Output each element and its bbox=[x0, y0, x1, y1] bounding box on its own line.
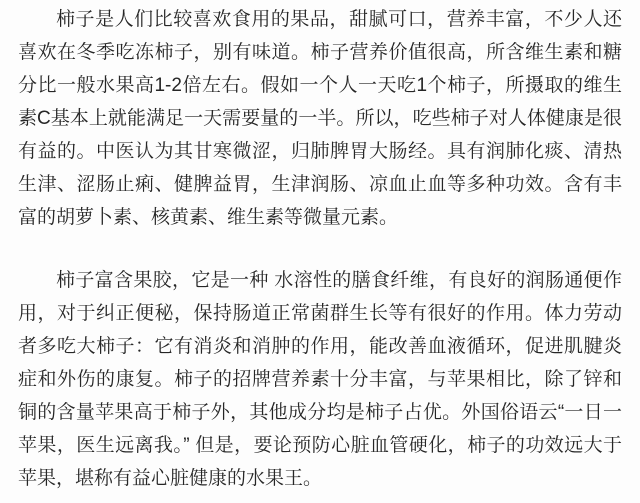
paragraph-1: 柿子是人们比较喜欢食用的果品，甜腻可口，营养丰富，不少人还喜欢在冬季吃冻柿子，别有味道。柿子营养价值很高，所含维生素和糖分比一般水果高1-2倍左右。假如一个人一天吃1个柿子，所摄取的维生素C基本上就能满足一天需要量的一半。所以，吃些柿子对人体健康是很有益的。中医认为其甘寒微涩，归肺脾胃大肠经。具有润肺化痰、清热生津、涩肠止痢、健脾益胃，生津润肠、凉血止血等多种功效。含有丰富的胡萝卜素、核黄素、维生素等微量元素。 bbox=[18, 9, 622, 228]
paragraph-2: 柿子富含果胶，它是一种 水溶性的膳食纤维，有良好的润肠通便作用，对于纠正便秘，保持肠道正常菌群生长等有很好的作用。体力劳动者多吃大柿子：它有消炎和消肿的作用，能改善血液循环，促进肌腱炎症和外伤的康复。柿子的招牌营养素十分丰富，与苹果相比，除了锌和铜的含量苹果高于柿子外，其他成分均是柿子占优。外国俗语云“一日一苹果，医生远离我。” 但是，要论预防心脏血管硬化，柿子的功效远大于苹果，堪称有益心脏健康的水果王。 bbox=[18, 270, 622, 489]
